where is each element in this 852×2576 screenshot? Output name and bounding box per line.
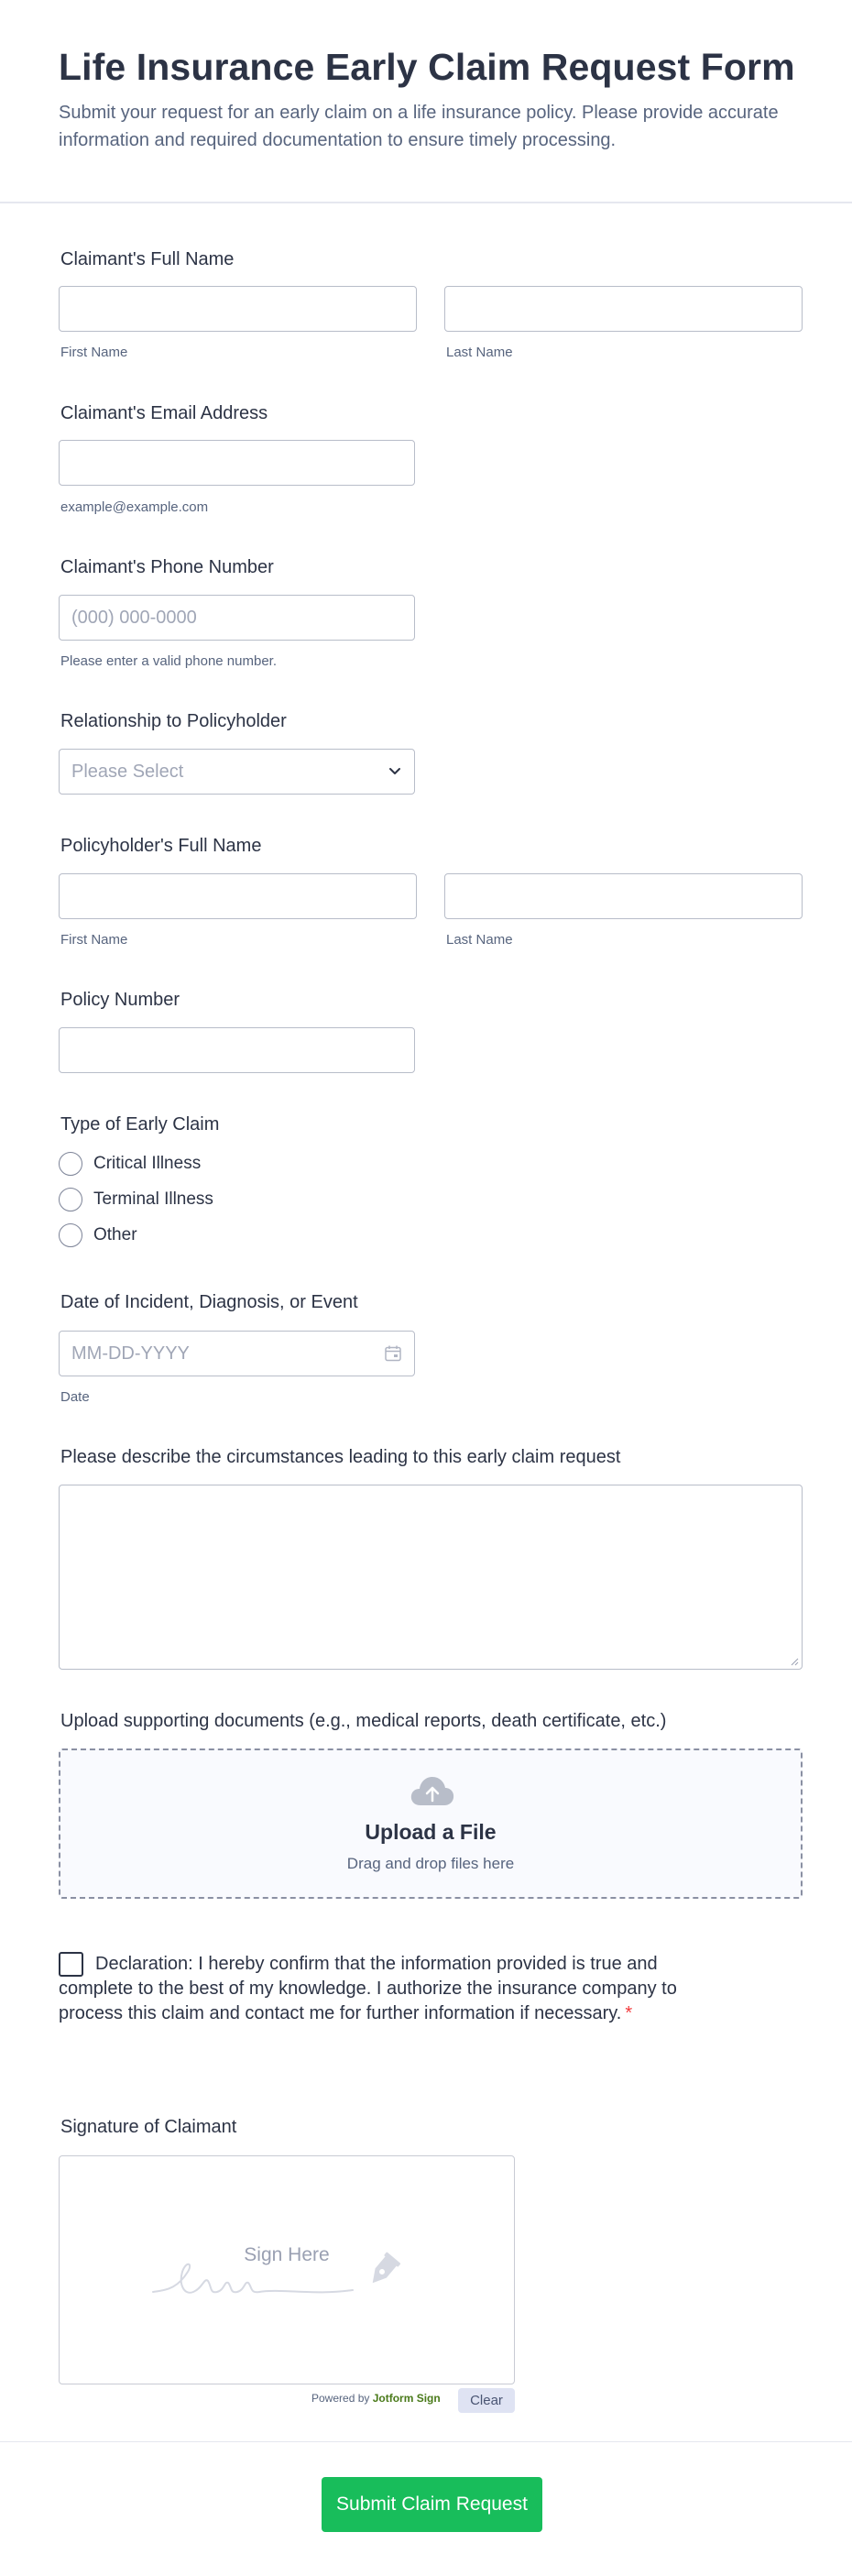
powered-prefix: Powered by (311, 2392, 370, 2405)
claimant-first-name-input[interactable] (59, 286, 417, 332)
circumstances-textarea[interactable] (59, 1485, 803, 1670)
jotform-sign-brand: Jotform Sign (372, 2392, 441, 2405)
submit-button[interactable]: Submit Claim Request (322, 2477, 542, 2532)
form-title: Life Insurance Early Claim Request Form (59, 46, 795, 88)
chevron-down-icon (387, 762, 403, 779)
policy-number-input[interactable] (59, 1027, 415, 1073)
signature-label: Signature of Claimant (60, 2117, 237, 2137)
claimant-last-name-sublabel: Last Name (446, 345, 513, 360)
form-header (0, 0, 852, 203)
required-asterisk: * (625, 2003, 633, 2023)
clear-signature-button[interactable]: Clear (458, 2388, 515, 2413)
claimant-last-name-input[interactable] (444, 286, 803, 332)
claim-type-label: Type of Early Claim (60, 1114, 220, 1135)
relationship-select[interactable] (59, 749, 415, 795)
claimant-phone-sublabel: Please enter a valid phone number. (60, 653, 277, 669)
phone-placeholder: (000) 000-0000 (71, 608, 197, 628)
date-placeholder: MM-DD-YYYY (71, 1343, 190, 1364)
file-upload-dropzone[interactable] (59, 1748, 803, 1899)
calendar-icon[interactable] (384, 1344, 402, 1363)
signature-placeholder: Sign Here (244, 2244, 330, 2265)
incident-date-sublabel: Date (60, 1389, 90, 1405)
form-footer (0, 2441, 852, 2576)
cloud-upload-icon (410, 1774, 455, 1807)
claimant-first-name-sublabel: First Name (60, 345, 128, 360)
radio-button[interactable] (59, 1152, 82, 1176)
upload-title: Upload a File (365, 1820, 497, 1844)
incident-date-label: Date of Incident, Diagnosis, or Event (60, 1292, 358, 1312)
policy-number-label: Policy Number (60, 990, 180, 1010)
policyholder-last-name-sublabel: Last Name (446, 932, 513, 948)
radio-label: Other (93, 1225, 137, 1244)
claimant-email-label: Claimant's Email Address (60, 403, 268, 423)
signature-pad[interactable] (59, 2155, 515, 2384)
declaration-label: Declaration: I hereby confirm that the information provided is true and complete to the best of my knowledge. I authorize the insurance company to process this claim and contact me for further information if necessary. (59, 1954, 677, 2023)
pen-nib-icon (366, 2252, 400, 2288)
policyholder-name-label: Policyholder's Full Name (60, 836, 262, 856)
resize-grip-icon[interactable] (790, 1657, 799, 1666)
declaration-checkbox[interactable] (59, 1952, 83, 1977)
declaration-text (59, 1952, 700, 2026)
radio-label: Critical Illness (93, 1154, 202, 1173)
claimant-phone-label: Claimant's Phone Number (60, 557, 274, 577)
claimant-phone-input[interactable] (59, 595, 415, 641)
claimant-name-label: Claimant's Full Name (60, 249, 235, 269)
incident-date-input[interactable] (59, 1331, 415, 1376)
radio-label: Terminal Illness (93, 1189, 213, 1209)
circumstances-label: Please describe the circumstances leading to this early claim request (60, 1447, 621, 1467)
relationship-selected-value: Please Select (71, 762, 184, 782)
upload-label: Upload supporting documents (e.g., medical reports, death certificate, etc.) (60, 1711, 667, 1731)
policyholder-last-name-input[interactable] (444, 873, 803, 919)
claimant-email-input[interactable] (59, 440, 415, 486)
relationship-label: Relationship to Policyholder (60, 711, 287, 731)
radio-button[interactable] (59, 1223, 82, 1247)
signature-scribble-icon (151, 2244, 417, 2308)
radio-button[interactable] (59, 1188, 82, 1211)
powered-by-text (311, 2392, 441, 2405)
policyholder-first-name-input[interactable] (59, 873, 417, 919)
claimant-email-sublabel: example@example.com (60, 499, 209, 515)
policyholder-first-name-sublabel: First Name (60, 932, 128, 948)
form-description: Submit your request for an early claim on a life insurance policy. Please provide accurate information and required documentation to ensure timely processing. (59, 103, 779, 150)
upload-subtitle: Drag and drop files here (346, 1855, 515, 1872)
